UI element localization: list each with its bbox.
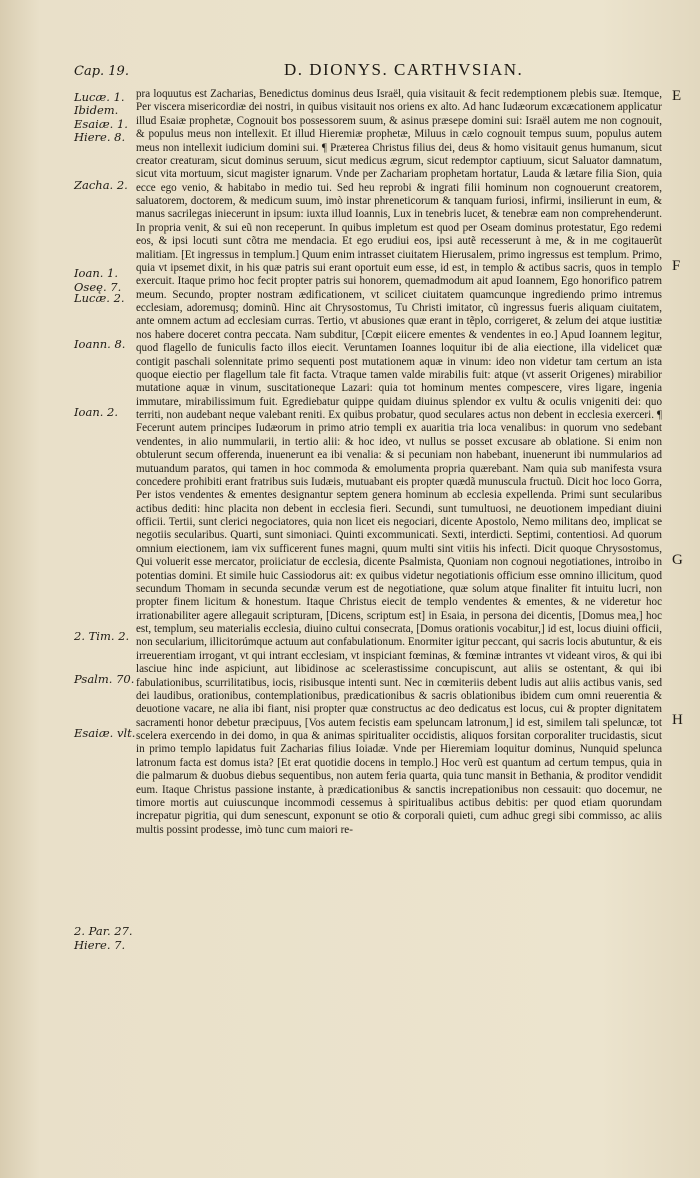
marginal-ref: Lucæ. 2. — [74, 291, 125, 305]
section-letter: H — [672, 712, 683, 728]
running-title: D. DIONYS. CARTHVSIAN. — [284, 60, 524, 79]
page-header — [74, 60, 634, 82]
marginal-ref: Esaiæ. 1. — [74, 117, 128, 131]
body-text — [136, 88, 662, 837]
marginal-ref: Esaiæ. vlt. — [74, 726, 136, 740]
marginal-ref: Ioann. 8. — [74, 337, 126, 351]
marginal-ref: Ibidem. — [74, 103, 119, 117]
marginal-ref: 2. Tim. 2. — [74, 629, 130, 643]
marginal-ref: 2. Par. 27. — [74, 924, 133, 938]
marginal-ref: Ioan. 1. — [74, 266, 119, 280]
marginal-ref: Zacha. 2. — [74, 178, 128, 192]
chapter-label: Cap. 19. — [74, 64, 129, 79]
section-letter: E — [672, 88, 682, 104]
marginal-ref: Lucæ. 1. — [74, 90, 125, 104]
marginal-ref: Psalm. 70. — [74, 672, 135, 686]
paragraph: pra loquutus est Zacharias, Benedictus dominus deus Israël, quia visitauit & fecit redemptionem plebis suæ. Itemque, Per viscera misericordiæ dei nostri, in quibus visitauit nos oriens ex alto. Ad hanc Iudæorum excæcationem applicatur illud Esaiæ prophetæ, Cognouit bos possessorem suum, & asinus præsepe domini sui: Israël autem me non cognouit, & populus meus non intellexit. Et illud Hieremiæ prophetæ, Miluus in cælo cognouit tempus suum, populus autem meus non intellexit iudicium domini sui. ¶ Præterea Christus filius dei, deus & homo visitauit genus humanum, sicut creator creaturam, sicut dominus seruum, sicut medicus ægrum, sicut redemptor captiuum, sicut Saluator damnatum, sicut vita mortuum, sicut magister ignarum. Vnde per Zachariam prophetam hortatur, Lauda & lætare filia Sion, quia ecce ego venio, & habitabo in medio tui. Sed heu reprobi & ingrati filii hominum non cognouerunt creatorem, saluatorem, doctorem, & medicum suum, imò instar phreneticorum & tanquam furiosi, infirmi, insilierunt in eum, & manus sacrilegas iniecerunt in ipsum: iuxta illud Ioannis, Lux in tenebris lucet, & tenebræ eam non comprehenderunt. In propria venit, & sui eũ non receperunt. In quibus impletum est quod per Oseam dominus protestatur, Ego redemi eos, & ipsi locuti sunt cõtra me mendacia. Et ego erudiui eos, ipsi autẽ recesserunt à me, & in me cogitauerũt malitiam. [Et ingressus in templum.] Quum enim intrasset ciuitatem Hierusalem, primo ingressus est templum. Primo, quia vt ipsemet dixit, in his quæ patris sui erant oportuit eum esse, id est, in templo & actibus sacris, quos in templo exercuit. Itaque primo hoc fecit propter patris sui honorem, quemadmodum ait apud Ioannem, Ego honorifico patrem meum. Secundo, propter nostram ædificationem, vt scilicet ciuitatem quamcunque ingrediendo primo intremus ecclesiam, adoremusq; dominũ. Hinc ait Chrysostomus, Tu Christi imitator, cũ ingressus fueris aliquam ciuitatem, ante omnem actum ad ecclesiam curras. Tertio, vt abusiones quæ erant in tẽplo, corrigeret, & zelum dei atque iustitiæ nos habere doceret contra peccata. Nam subditur, [Cœpit eiicere ementes & vendentes in eo.] Apud Ioannem legitur, quod flagello de funiculis facto illos eiecit. Veruntamen Ioannes loquitur ibi de alia eiectione, illa videlicet quæ contigit paschali solennitate primo sequenti post mutationem aquæ in vinum: ideo non videtur tam certum an ista quoque eiectio per flagellum tale fit facta. Vtraque tamen valde mirabilis fuit: atque (vt asserit Origenes) mirabilior mutatione aquæ in vinum, suscitationeque Lazari: quia tot hominum mentes compescere, vires ligare, ingenia immutare, mirabilissimum fuit. Egrediebatur quippe quidam diuinus splendor ex vultu & oculis vnigeniti dei: quo territi, non audebant neque valebant reniti. Ex quibus probatur, quod seculares actus non debent in ecclesia exerceri. ¶ Fecerunt autem principes Iudæorum in primo atrio templi ex auaritia tria loca venalibus: in quorum vno sedebant vendentes, in alio nummularii, in tertio alii: & hoc ideo, vt nullus se posset excusare ab oblatione. Si enim non obtulerunt secum offerenda, inuenerunt ea ibi venalia: & si pecuniam non habebant, inuenerunt ibi nummularios ad mutuandum paratos, qui tamen in hoc commoda & emolumenta propria quærebant. Nam quia sub manifesta vsura concedere prohibiti erant fratribus suis Iudæis, mutuabant eis propter quædã munuscula fructuũ. Dicit hoc loco Gorra, Per istos vendentes & ementes designantur septem genera hominum ab ecclesia expellenda. Primi sunt secularibus actibus dediti: hinc placita non debent in ecclesia fieri. Secundi, sunt tumultuosi, ne deuotionem impediant diuini officii. Tertii, sunt clerici negociatores, quia non licet eis negociari, dicente Apostolo, Nemo militans deo, implicat se negotiis secularibus. Quarti, sunt simoniaci. Quinti excommunicati. Sexti, interdicti. Septimi, contentiosi. Ad quorum omnium eiectionem, iam vix sufficerent funes magni, quum multi sint vitiis his infecti. Dicit quoque Chrysostomus, Qui voluerit esse mercator, proiiciatur de ecclesia, dicente Psalmista, Quoniam non cognoui negotiationes, introibo in potentias domini. Et simile huic Cassiodorus ait: ex quibus videtur negotiationis officium esse omnino illicitum, quod secundum Thomam in secunda secundæ verum est de negotiatione, quæ solum atque finaliter fit intuitu lucri, non propter finem licitum & honestum. Itaque Christus eiecit de templo vendentes & ementes, & ne videretur hoc irrationabiliter agere allegauit scripturam, [Dicens, scriptum est] in Esaia, in persona dei dicentis, [Domus mea,] hoc est, templum, seu materialis ecclesia, diuino cultui consecrata, [Domus orationis vocabitur,] id est, locus diuini officii, non secularium, illicitorúmque actuum aut confabulationum. Enormiter igitur peccant, qui sacris locis abutuntur, & eis irreuerentiam irrogant, vt qui intrant ecclesiam, vt inspiciant fœminas, & fœminæ intrantes vt videant viros, & qui ibi lasciue hinc inde aspiciunt, aut libidinose ac scelerastissime concupiscunt, aut aliis se ostentant, & qui ibi fabulationibus, scurrilitatibus, iocis, risibusque intenti sunt. Nec in cœmiteriis debent ludis aut aliis actibus vanis, sed dei laudibus, orationibus, contemplationibus, prædicationibus & sacris oblationibus ibidem cum omni reuerentia & deuotione vacare, ne alia ibi fiant, nisi propter quæ constructus ac deo dedicatus est locus, cui & propter dignitatem sacramenti honor debetur præcipuus, [Vos autem fecistis eam speluncam latronum,] id est, similem tali speluncæ, tot scelera exercendo in dei domo, in qua & animas spiritualiter occidistis, aliquos forsitan corporaliter trucidastis, sicut in primo templo lapidatus fuit Zacharias filius Ioiadæ. Vnde per Hieremiam loquitur dominus, Nunquid spelunca latronum facta est domus ista? [Et erat quotidie docens in templo.] Hoc verũ est quantum ad certum tempus, quia in die palmarum & duobus diebus sequentibus, non autem feria quarta, quia tunc mansit in Bethania, & proditor vendidit eum. Itaque Christus passione instante, à prædicationibus & sanctis increpationibus non cessauit: quo docemur, ne timore mortis aut cuiuscunque incommodi cessemus à spiritualibus actibus debitis: per quod etiam quorundam increpatur pigritia, qui dum senescunt, exponunt se otio & corporali quieti, cum adhuc gregi sibi commisso, ac aliis multis possint prodesse, imò tunc cum maiori re- — [136, 88, 662, 836]
marginal-ref: Oseę. 7. — [74, 280, 122, 294]
section-letter: F — [672, 258, 681, 274]
marginal-references — [74, 90, 136, 1140]
marginal-ref: Hiere. 7. — [74, 938, 126, 952]
marginal-ref: Ioan. 2. — [74, 405, 119, 419]
marginal-ref: Hiere. 8. — [74, 130, 126, 144]
section-letter: G — [672, 552, 683, 568]
